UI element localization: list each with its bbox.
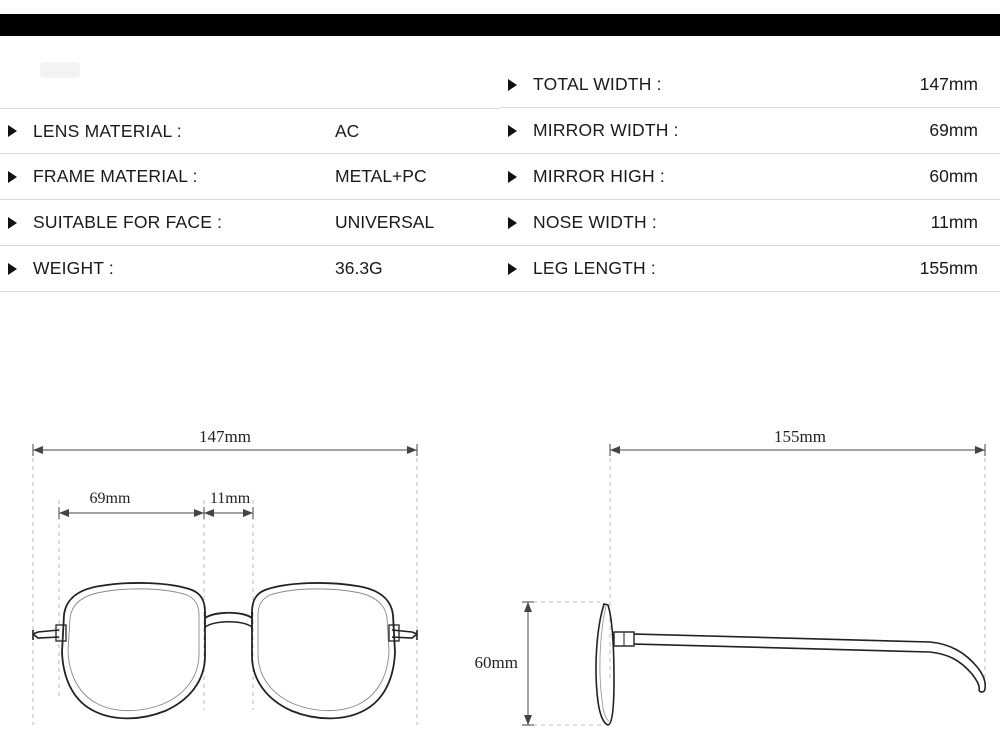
spec-row-total-width — [500, 62, 1000, 108]
dimension-label-lens-width: 69mm — [89, 490, 131, 507]
spec-value: 69mm — [929, 120, 978, 140]
dimension-label-total-width: 147mm — [199, 427, 251, 446]
lens-right-inner — [258, 589, 389, 711]
spec-value: 11mm — [930, 212, 978, 232]
dimension-label-lens-height: 60mm — [474, 653, 518, 672]
triangle-bullet-icon — [8, 217, 17, 229]
spec-column-right — [500, 62, 1000, 292]
arrow-bottom-height — [524, 715, 532, 725]
spec-row-suitable-for-face — [0, 200, 500, 246]
spec-value: METAL+PC — [335, 166, 427, 186]
spec-column-left — [0, 62, 500, 292]
technical-drawings — [0, 380, 1000, 740]
spec-label: SUITABLE FOR FACE : — [33, 212, 223, 232]
lens-left-outer — [62, 583, 205, 718]
arrow-right-lens — [194, 509, 204, 517]
drawings-svg — [0, 380, 1000, 740]
spec-row-spacer-left — [0, 62, 500, 108]
triangle-bullet-icon — [508, 79, 517, 91]
spec-value: AC — [335, 120, 360, 141]
spec-row-mirror-width — [500, 108, 1000, 154]
arrow-left-total — [33, 446, 43, 454]
arrow-right-nose — [243, 509, 253, 517]
spec-label: FRAME MATERIAL : — [33, 166, 198, 186]
triangle-bullet-icon — [8, 125, 17, 137]
spec-label: NOSE WIDTH : — [533, 212, 657, 232]
front-view-group — [33, 427, 417, 725]
spec-row-frame-material — [0, 154, 500, 200]
triangle-bullet-icon — [508, 171, 517, 183]
lens-left-inner — [68, 589, 199, 711]
spec-value: 60mm — [929, 166, 978, 186]
spec-value: UNIVERSAL — [335, 212, 435, 232]
arrow-right-total — [407, 446, 417, 454]
lens-right-outer — [252, 583, 395, 718]
temple-left-lower — [33, 634, 59, 638]
spec-label: LEG LENGTH : — [533, 258, 656, 278]
triangle-bullet-icon — [508, 125, 517, 137]
lens-edge-profile — [596, 604, 614, 725]
spec-value: 155mm — [919, 258, 978, 278]
hinge-left — [56, 625, 66, 641]
arrow-top-height — [524, 602, 532, 612]
bridge-bottom — [205, 622, 252, 627]
spec-row-weight — [0, 246, 500, 292]
spec-label: MIRROR HIGH : — [533, 166, 665, 186]
spec-value: 147mm — [919, 74, 978, 94]
spec-label: WEIGHT : — [33, 258, 114, 278]
spec-row-leg-length — [500, 246, 1000, 292]
dimension-label-nose-width: 11mm — [209, 490, 251, 507]
dimension-label-leg-length: 155mm — [774, 427, 826, 446]
arrow-left-nose — [204, 509, 214, 517]
triangle-bullet-icon — [8, 263, 17, 275]
spec-row-lens-material — [0, 108, 500, 154]
spec-label: TOTAL WIDTH : — [533, 74, 662, 94]
temple-left — [33, 630, 59, 634]
spec-label: MIRROR WIDTH : — [533, 120, 679, 140]
lens-edge-inner-line — [600, 606, 609, 721]
bridge-top — [205, 613, 252, 618]
arrow-right-leg — [975, 446, 985, 454]
spec-row-mirror-high — [500, 154, 1000, 200]
triangle-bullet-icon — [508, 217, 517, 229]
temple-arm-top — [634, 634, 985, 688]
top-black-bar — [0, 14, 1000, 36]
spec-row-nose-width — [500, 200, 1000, 246]
temple-right-lower — [392, 634, 417, 638]
triangle-bullet-icon — [508, 263, 517, 275]
temple-arm-bottom — [634, 644, 979, 691]
arrow-left-lens — [59, 509, 69, 517]
side-view-group — [475, 427, 986, 725]
spec-value: 36.3G — [335, 258, 383, 278]
spec-label: LENS MATERIAL : — [33, 120, 182, 141]
temple-right — [392, 630, 417, 634]
specification-table — [0, 62, 1000, 292]
arrow-left-leg — [610, 446, 620, 454]
triangle-bullet-icon — [8, 171, 17, 183]
